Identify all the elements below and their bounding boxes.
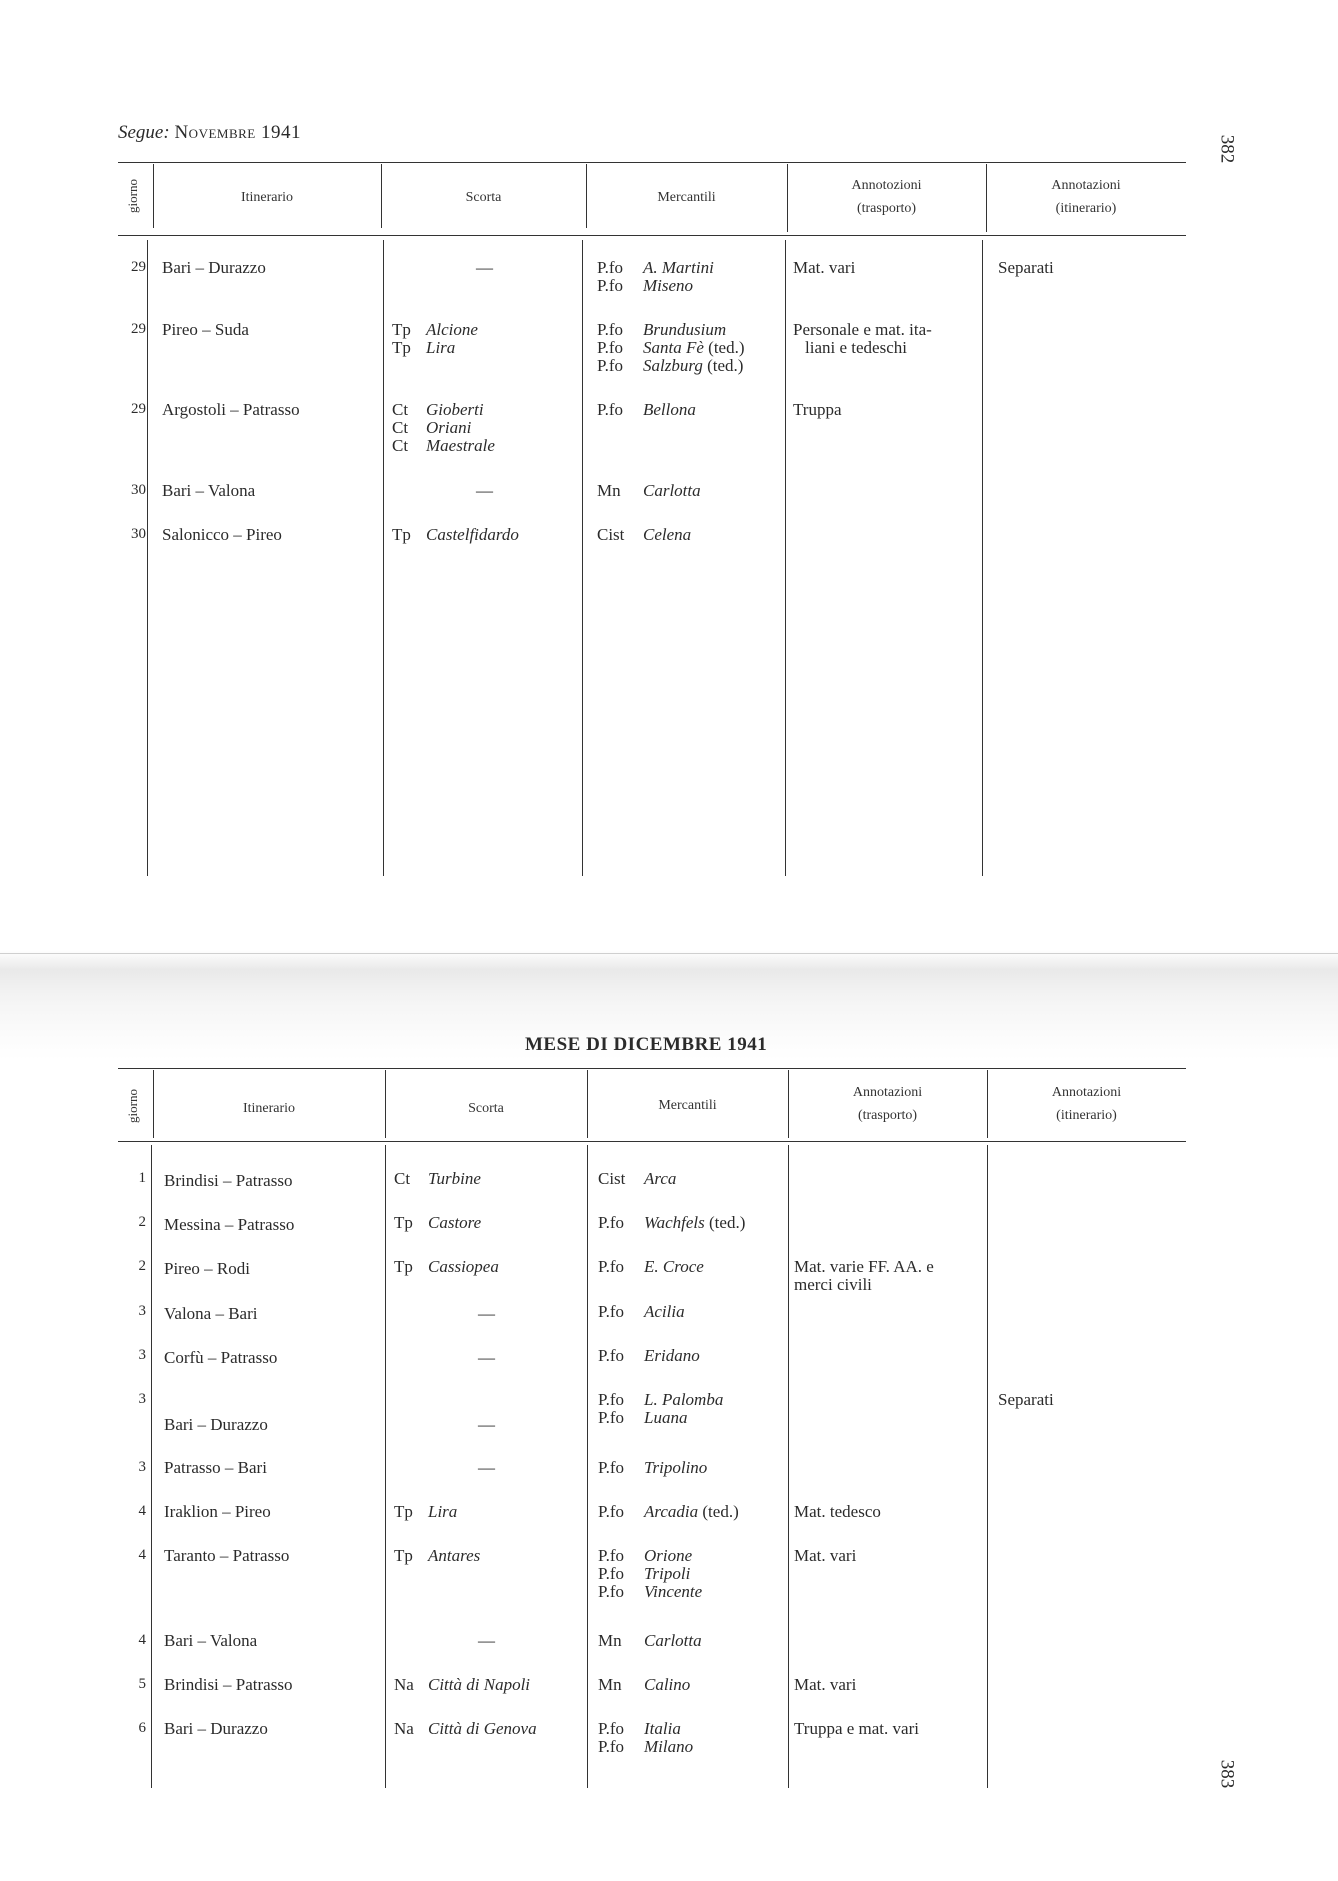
header-ann-trasporto-line2: (trasporto) xyxy=(856,201,917,216)
scorta-dash: — xyxy=(476,258,493,277)
mercantile-name-wrap xyxy=(644,1738,693,1756)
scorta-prefix: Tp xyxy=(392,525,411,544)
scorta-name: Alcione xyxy=(426,320,478,339)
giorno-cell: 3 xyxy=(138,1347,146,1363)
header-ann-itinerario-line2: (itinerario) xyxy=(1056,1108,1117,1123)
mercantile-name-wrap xyxy=(644,1676,690,1694)
mercantile-name-wrap xyxy=(644,1391,723,1409)
scorta-name: Antares xyxy=(428,1546,481,1565)
mercantile-prefix: Mn xyxy=(598,1675,622,1694)
ann-trasporto-line: Personale e mat. ita- xyxy=(793,320,932,339)
mercantile-prefix: P.fo xyxy=(597,320,623,339)
mercantile-name: Wachfels xyxy=(644,1213,705,1232)
mercantile-name: Milano xyxy=(644,1737,694,1756)
scorta-dash: — xyxy=(478,1631,495,1650)
mercantile-prefix: P.fo xyxy=(598,1719,624,1738)
scorta-prefix: Ct xyxy=(392,400,409,419)
scorta-name: Città di Genova xyxy=(428,1719,537,1738)
itinerario-cell: Taranto – Patrasso xyxy=(164,1546,290,1565)
scorta-prefix: Ct xyxy=(392,418,409,437)
header-ann-trasporto-line1: Annotazioni xyxy=(852,1085,923,1100)
giorno-cell: 30 xyxy=(131,526,146,542)
header-mercantili: Mercantili xyxy=(657,190,716,205)
header-ann-trasporto xyxy=(788,1081,987,1127)
scorta-prefix: Tp xyxy=(394,1257,413,1276)
header-ann-trasporto-line2: (trasporto) xyxy=(857,1108,918,1123)
ann-trasporto-line: Mat. varie FF. AA. e xyxy=(794,1257,934,1276)
header-scorta: Scorta xyxy=(468,1101,504,1116)
giorno-cell: 29 xyxy=(131,401,146,417)
mercantile-name: Celena xyxy=(643,525,692,544)
itinerario-cell: Brindisi – Patrasso xyxy=(164,1675,293,1694)
mercantile-name-wrap xyxy=(643,357,743,375)
itinerario-cell: Pireo – Rodi xyxy=(164,1259,250,1278)
mercantile-prefix: P.fo xyxy=(598,1390,624,1409)
header-bottom-rule xyxy=(118,235,1186,236)
mercantile-name-wrap xyxy=(643,321,726,339)
header-ann-itinerario-line1: Annotazioni xyxy=(1051,1085,1122,1100)
scorta-name: Città di Napoli xyxy=(428,1675,531,1694)
mercantile-prefix: P.fo xyxy=(598,1302,624,1321)
mercantile-name-wrap xyxy=(644,1347,700,1365)
ann-trasporto-line: Mat. vari xyxy=(794,1546,857,1565)
mercantile-prefix: P.fo xyxy=(597,338,623,357)
itinerario-cell: Valona – Bari xyxy=(164,1304,258,1323)
scorta-prefix: Tp xyxy=(392,320,411,339)
giorno-cell: 29 xyxy=(131,321,146,337)
table-top-rule xyxy=(118,162,1186,163)
mercantile-name-wrap xyxy=(644,1409,687,1427)
mercantile-name-wrap xyxy=(644,1565,690,1583)
column-rule xyxy=(151,1145,152,1788)
scorta-prefix: Na xyxy=(394,1675,414,1694)
mercantile-prefix: P.fo xyxy=(598,1408,624,1427)
ann-trasporto-line: Truppa e mat. vari xyxy=(794,1719,919,1738)
mercantile-prefix: P.fo xyxy=(598,1346,624,1365)
itinerario-cell: Iraklion – Pireo xyxy=(164,1502,271,1521)
header-itinerario: Itinerario xyxy=(242,1101,296,1116)
ann-trasporto-line: Mat. tedesco xyxy=(794,1502,881,1521)
mercantile-name: L. Palomba xyxy=(644,1390,724,1409)
mercantile-name-wrap xyxy=(644,1214,745,1232)
mercantile-prefix: P.fo xyxy=(598,1213,624,1232)
giorno-cell: 4 xyxy=(138,1503,146,1519)
mercantile-name: E. Croce xyxy=(644,1257,704,1276)
scorta-name: Gioberti xyxy=(426,400,484,419)
header-ann-itinerario-line1: Annotazioni xyxy=(1051,178,1121,193)
mercantile-name: Luana xyxy=(644,1408,688,1427)
mercantile-prefix: P.fo xyxy=(598,1502,624,1521)
seam-line xyxy=(0,953,1338,954)
mercantile-name-wrap xyxy=(643,401,696,419)
scorta-dash: — xyxy=(478,1348,495,1367)
itinerario-cell: Brindisi – Patrasso xyxy=(164,1171,293,1190)
scorta-dash: — xyxy=(478,1304,495,1323)
scorta-dash: — xyxy=(478,1458,495,1477)
mercantile-name: Vincente xyxy=(644,1582,703,1601)
mercantile-name-wrap xyxy=(643,339,745,357)
mercantile-name-wrap xyxy=(643,482,701,500)
header-ann-itinerario-line2: (itinerario) xyxy=(1055,201,1117,216)
mercantile-name-wrap xyxy=(643,259,714,277)
mercantile-prefix: P.fo xyxy=(597,400,623,419)
column-rule xyxy=(385,1145,386,1788)
mercantile-name: Orione xyxy=(644,1546,693,1565)
column-rule xyxy=(982,240,983,876)
giorno-cell: 3 xyxy=(138,1391,146,1407)
column-rule xyxy=(147,240,148,876)
scorta-prefix: Tp xyxy=(394,1213,413,1232)
page-number-bottom: 383 xyxy=(1216,1759,1238,1789)
header-ann-itinerario xyxy=(986,174,1186,220)
mercantile-name: Calino xyxy=(644,1675,691,1694)
giorno-cell: 6 xyxy=(138,1720,146,1736)
giorno-cell: 30 xyxy=(131,482,146,498)
mercantile-name: Acilia xyxy=(644,1302,685,1321)
column-rule xyxy=(582,240,583,876)
mercantile-name-wrap xyxy=(644,1583,702,1601)
mercantile-prefix: P.fo xyxy=(598,1257,624,1276)
ann-trasporto-line: Mat. vari xyxy=(794,1675,857,1694)
mercantile-name: Tripolino xyxy=(644,1458,708,1477)
itinerario-cell: Pireo – Suda xyxy=(162,320,249,339)
ann-trasporto-line: Mat. vari xyxy=(793,258,856,277)
giorno-cell: 5 xyxy=(138,1676,146,1692)
mercantile-name: Santa Fè xyxy=(643,338,704,357)
mercantile-name-wrap xyxy=(644,1258,704,1276)
column-rule xyxy=(987,1145,988,1788)
page-number-top: 382 xyxy=(1216,134,1238,164)
mercantile-flag: (ted.) xyxy=(703,338,745,357)
mercantile-name: Bellona xyxy=(643,400,696,419)
scorta-prefix: Na xyxy=(394,1719,414,1738)
column-rule xyxy=(587,1145,588,1788)
mercantile-prefix: P.fo xyxy=(597,356,623,375)
table-top-rule xyxy=(118,1068,1186,1069)
scorta-prefix: Tp xyxy=(394,1502,413,1521)
header-giorno: giorno xyxy=(125,1089,140,1123)
scorta-prefix: Tp xyxy=(394,1546,413,1565)
mercantile-name: Salzburg xyxy=(643,356,703,375)
mercantile-name-wrap xyxy=(644,1503,739,1521)
itinerario-cell: Bari – Durazzo xyxy=(164,1719,268,1738)
mercantile-flag: (ted.) xyxy=(702,356,744,375)
mercantile-prefix: P.fo xyxy=(597,276,623,295)
itinerario-cell: Patrasso – Bari xyxy=(164,1458,267,1477)
scorta-name: Turbine xyxy=(428,1169,481,1188)
mercantile-prefix: P.fo xyxy=(598,1458,624,1477)
scorta-prefix: Ct xyxy=(394,1169,411,1188)
mercantile-flag: (ted.) xyxy=(698,1502,739,1521)
scorta-name: Cassiopea xyxy=(428,1257,499,1276)
mercantile-name-wrap xyxy=(644,1547,692,1565)
giorno-cell: 4 xyxy=(138,1547,146,1563)
mercantile-prefix: Mn xyxy=(598,1631,622,1650)
itinerario-cell: Bari – Durazzo xyxy=(164,1415,268,1434)
section-title: MESE DI DICEMBRE 1941 xyxy=(525,1034,768,1055)
mercantile-prefix: Mn xyxy=(597,481,621,500)
mercantile-prefix: Cist xyxy=(598,1169,626,1188)
mercantile-prefix: Cist xyxy=(597,525,625,544)
running-head xyxy=(118,122,301,144)
mercantile-name: Carlotta xyxy=(644,1631,702,1650)
mercantile-name-wrap xyxy=(644,1170,676,1188)
running-head-segue: Segue: xyxy=(118,122,170,143)
mercantile-prefix: P.fo xyxy=(598,1546,624,1565)
itinerario-cell: Bari – Valona xyxy=(162,481,256,500)
scorta-name: Oriani xyxy=(426,418,472,437)
header-bottom-rule xyxy=(118,1141,1186,1142)
scorta-name: Castore xyxy=(428,1213,482,1232)
header-scorta: Scorta xyxy=(465,190,502,205)
giorno-cell: 3 xyxy=(138,1303,146,1319)
header-giorno: giorno xyxy=(125,179,140,213)
scorta-prefix: Tp xyxy=(392,338,411,357)
header-ann-trasporto-line1: Annotozioni xyxy=(851,178,922,193)
mercantile-name: Arcadia xyxy=(644,1502,699,1521)
mercantile-prefix: P.fo xyxy=(598,1737,624,1756)
mercantile-name: Carlotta xyxy=(643,481,701,500)
scorta-name: Castelfidardo xyxy=(426,525,519,544)
ann-trasporto-line: liani e tedeschi xyxy=(805,338,907,357)
mercantile-name-wrap xyxy=(644,1303,685,1321)
mercantile-name: Miseno xyxy=(643,276,694,295)
scorta-name: Maestrale xyxy=(426,436,495,455)
column-rule xyxy=(785,240,786,876)
scorta-name: Lira xyxy=(428,1502,458,1521)
running-head-month: Novembre 1941 xyxy=(174,122,301,143)
scorta-dash: — xyxy=(476,481,493,500)
scorta-prefix: Ct xyxy=(392,436,409,455)
column-rule xyxy=(383,240,384,876)
mercantile-name: Italia xyxy=(644,1719,681,1738)
mercantile-name: Tripoli xyxy=(644,1564,691,1583)
giorno-cell: 4 xyxy=(138,1632,146,1648)
ann-trasporto-line: merci civili xyxy=(794,1275,872,1294)
ann-trasporto-line: Truppa xyxy=(793,400,842,419)
giorno-cell: 29 xyxy=(131,259,146,275)
giorno-cell: 2 xyxy=(138,1258,146,1274)
mercantile-name: Arca xyxy=(644,1169,677,1188)
ann-itinerario-cell: Separati xyxy=(998,258,1054,277)
mercantile-prefix: P.fo xyxy=(598,1582,624,1601)
giorno-cell: 3 xyxy=(138,1459,146,1475)
scorta-name: Lira xyxy=(426,338,456,357)
mercantile-name-wrap xyxy=(643,277,693,295)
header-mercantili: Mercantili xyxy=(658,1098,717,1113)
itinerario-cell: Messina – Patrasso xyxy=(164,1215,295,1234)
mercantile-name-wrap xyxy=(643,526,691,544)
mercantile-prefix: P.fo xyxy=(598,1564,624,1583)
mercantile-name-wrap xyxy=(644,1720,681,1738)
header-ann-itinerario xyxy=(987,1081,1186,1127)
mercantile-name: Brundusium xyxy=(643,320,727,339)
itinerario-cell: Bari – Durazzo xyxy=(162,258,266,277)
column-rule xyxy=(788,1145,789,1788)
giorno-cell: 1 xyxy=(138,1170,146,1186)
giorno-cell: 2 xyxy=(138,1214,146,1230)
mercantile-flag: (ted.) xyxy=(704,1213,746,1232)
mercantile-prefix: P.fo xyxy=(597,258,623,277)
header-ann-trasporto xyxy=(787,174,986,220)
itinerario-cell: Bari – Valona xyxy=(164,1631,258,1650)
header-itinerario: Itinerario xyxy=(240,190,294,205)
mercantile-name-wrap xyxy=(644,1459,707,1477)
itinerario-cell: Salonicco – Pireo xyxy=(162,525,282,544)
mercantile-name: A. Martini xyxy=(643,258,714,277)
itinerario-cell: Corfù – Patrasso xyxy=(164,1348,278,1367)
mercantile-name: Eridano xyxy=(644,1346,700,1365)
ann-itinerario-cell: Separati xyxy=(998,1390,1054,1409)
scorta-dash: — xyxy=(478,1415,495,1434)
mercantile-name-wrap xyxy=(644,1632,702,1650)
itinerario-cell: Argostoli – Patrasso xyxy=(162,400,300,419)
